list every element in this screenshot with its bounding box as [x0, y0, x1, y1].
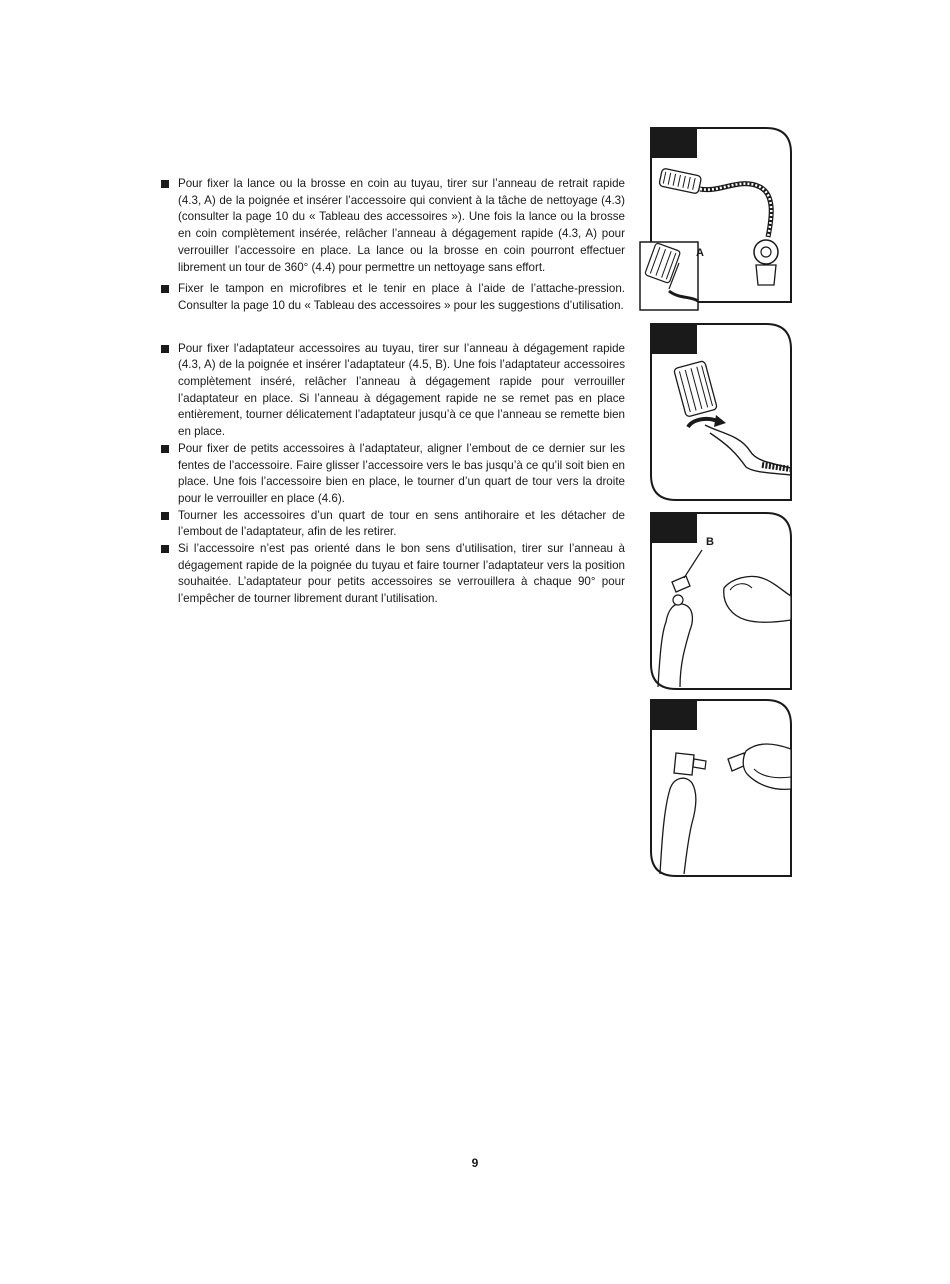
section-attach-nozzle [160, 176, 625, 315]
figure-label-a: A [696, 247, 704, 259]
section-accessory-adapter [160, 341, 625, 608]
figure-4-5 [650, 512, 792, 688]
figure-label-b: B [706, 536, 714, 548]
instructions-column [160, 176, 625, 608]
bullet-microfiber-pad: Fixer le tampon en microfibres et le tenir en place à l’aide de l’attache-pression. Consulter la page 10 du « Tableau des accessoires » pour les suggestions d’utilisation. [160, 281, 625, 314]
bullet-remove-accessories: Tourner les accessoires d’un quart de tour en sens antihoraire et les détacher de l’embout de l’adaptateur, afin de les retirer. [160, 508, 625, 541]
page-number: 9 [471, 1156, 479, 1170]
bullet-attach-adapter: Pour fixer l’adaptateur accessoires au tuyau, tirer sur l’anneau à dégagement rapide (4.3, A) de la poignée et insérer l’adaptateur (4.5, B). Une fois l’adaptateur accessoires complètement inséré, relâcher l’anneau à dégagement rapide pour verrouiller l’adaptateur en place. Si l’anneau à dégagement rapide ne se remet pas en place entièrement, tourner délicatement l’adaptateur jusqu’à ce que l’anneau se remette bien en place. [160, 341, 625, 441]
bullet-orient-adapter: Si l’accessoire n’est pas orienté dans le bon sens d’utilisation, tirer sur l’anneau à dégagement rapide de la poignée du tuyau et faire tourner l’adaptateur vers la position souhaitée. L’adaptateur pour petits accessoires se verrouillera à chaque 90° pour l’empêcher de tourner librement durant l’utilisation. [160, 541, 625, 608]
figure-4-4 [650, 323, 792, 499]
figure-4-3 [650, 127, 792, 303]
figure-4-6 [650, 699, 792, 875]
bullet-small-accessories: Pour fixer de petits accessoires à l’adaptateur, aligner l’embout de ce dernier sur les fentes de l’accessoire. Faire glisser l’accessoire vers le bas jusqu’à ce qu’il soit bien en place. Une fois l’accessoire bien en place, le tourner d’un quart de tour vers la droite pour le verrouiller en place (4.6). [160, 441, 625, 508]
bullet-attach-nozzle: Pour fixer la lance ou la brosse en coin au tuyau, tirer sur l’anneau de retrait rapide (4.3, A) de la poignée et insérer l’accessoire qui convient à la tâche de nettoyage (4.3) (consulter la page 10 du « Tableau des accessoires »). Une fois la lance ou la brosse en coin complètement insérée, relâcher l’anneau à dégagement rapide (4.3, A) pour verrouiller l’accessoire en place. La lance ou la brosse en coin pourront effectuer librement un tour de 360° (4.4) pour permettre un nettoyage sans effort. [160, 176, 625, 276]
